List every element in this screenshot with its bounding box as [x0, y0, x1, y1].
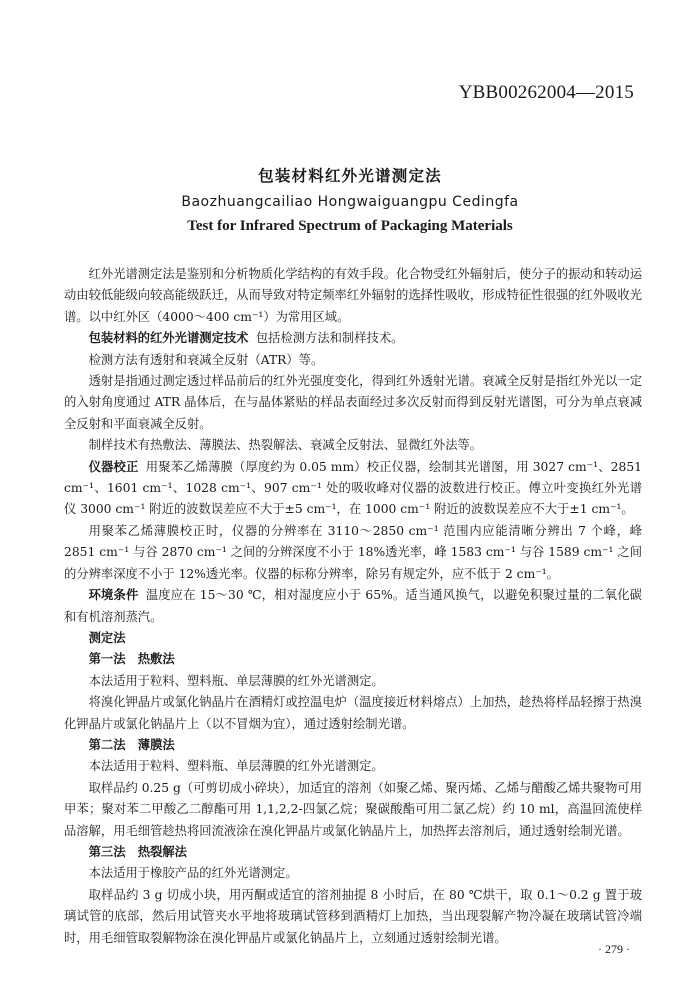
environment-text: 温度应在 15～30 ℃，相对湿度应小于 65%。适当通风换气，以避免积聚过量的二氧化碳和有机溶剂蒸汽。	[64, 588, 642, 624]
heading-method-2: 第二法 薄膜法	[88, 737, 175, 752]
standard-number: YBB00262004—2015	[458, 82, 634, 103]
method-2-scope: 本法适用于粒料、塑料瓶、单层薄膜的红外光谱测定。	[88, 759, 384, 774]
method-3-scope: 本法适用于橡胶产品的红外光谱测定。	[88, 866, 298, 881]
paragraph-detection-methods: 检测方法有透射和衰减全反射（ATR）等。	[88, 352, 324, 367]
body-text	[64, 264, 642, 949]
heading-technique: 包装材料的红外光谱测定技术	[88, 331, 249, 346]
method-3-procedure: 取样品约 3 g 切成小块，用丙酮或适宜的溶剂抽提 8 小时后，在 80 ℃烘干，取 0.1～0.2 g 置于玻璃试管的底部，然后用试管夹水平地将玻璃试管移到酒精灯上加热，当出现裂解产物冷凝在玻璃试管冷端时，用毛细管取裂解物涂在溴化钾晶片或氯化钠晶片上，立刻通过透射绘制光谱。	[64, 887, 642, 945]
paragraph-environment	[64, 585, 642, 628]
page-number: · 279 ·	[598, 942, 630, 956]
title-chinese: 包装材料红外光谱测定法	[258, 167, 442, 185]
paragraph-resolution: 用聚苯乙烯薄膜校正时，仪器的分辨率在 3110～2850 cm⁻¹ 范围内应能清晰分辨出 7 个峰，峰 2851 cm⁻¹ 与谷 2870 cm⁻¹ 之间的分辨深度不小于 18%透光率，峰 1583 cm⁻¹ 与谷 1589 cm⁻¹ 之间的分辨率深度不小于 12%透光率。仪器的标称分辨率，除另有规定外，应不低于 2 cm⁻¹。	[64, 523, 642, 581]
title-pinyin: Baozhuangcailiao Hongwaiguangpu Cedingfa	[181, 194, 519, 210]
heading-environment: 环境条件	[88, 588, 139, 603]
heading-method-3: 第三法 热裂解法	[88, 844, 187, 859]
title-english: Test for Infrared Spectrum of Packaging Materials	[187, 218, 513, 234]
heading-calibration: 仪器校正	[88, 459, 139, 474]
paragraph-intro: 红外光谱测定法是鉴别和分析物质化学结构的有效手段。化合物受红外辐射后，使分子的振动和转动运动由较低能级向较高能级跃迁，从而导致对特定频率红外辐射的选择性吸收，形成特征性很强的红外吸收光谱。以中红外区（4000～400 cm⁻¹）为常用区域。	[64, 267, 642, 324]
heading-method-1: 第一法 热敷法	[88, 652, 175, 667]
method-1-procedure: 将溴化钾晶片或氯化钠晶片在酒精灯或控温电炉（温度接近材料熔点）上加热，趁热将样品轻擦于热溴化钾晶片或氯化钠晶片上（以不冒烟为宜），通过透射绘制光谱。	[64, 695, 642, 731]
paragraph-calibration	[64, 457, 642, 521]
heading-method: 测定法	[88, 630, 126, 645]
paragraph-transmission-atr: 透射是指通过测定透过样品前后的红外光强度变化，得到红外透射光谱。衰减全反射是指红外光以一定的入射角度通过 ATR 晶体后，在与晶体紧贴的样品表面经过多次反射而得到反射光谱图，可分为单点衰减全反射和平面衰减全反射。	[64, 374, 642, 431]
method-1-scope: 本法适用于粒料、塑料瓶、单层薄膜的红外光谱测定。	[88, 673, 384, 688]
technique-text: 包括检测方法和制样技术。	[255, 331, 404, 346]
calibration-text: 用聚苯乙烯薄膜（厚度约为 0.05 mm）校正仪器，绘制其光谱图，用 3027 cm⁻¹、2851 cm⁻¹、1601 cm⁻¹、1028 cm⁻¹、907 cm⁻¹ 处的吸收峰对仪器的波数进行校正。傅立叶变换红外光谱仪 3000 cm⁻¹ 附近的波数误差应不大于±5 cm⁻¹，在 1000 cm⁻¹ 附近的波数误差应不大于±1 cm⁻¹。	[64, 459, 642, 517]
method-2-procedure: 取样品约 0.25 g（可剪切成小碎块），加适宜的溶剂（如聚乙烯、聚丙烯、乙烯与醋酸乙烯共聚物可用甲苯；聚对苯二甲酸乙二醇酯可用 1,1,2,2-四氯乙烷；聚碳酸酯可用二氯乙烷）约 10 ml，高温回流使样品溶解，用毛细管趁热将回流液涂在溴化钾晶片或氯化钠晶片上，加热挥去溶剂后，通过透射绘制光谱。	[64, 780, 642, 838]
paragraph-technique	[64, 328, 642, 349]
paragraph-sample-prep: 制样技术有热敷法、薄膜法、热裂解法、衰减全反射法、显微红外法等。	[88, 438, 483, 453]
